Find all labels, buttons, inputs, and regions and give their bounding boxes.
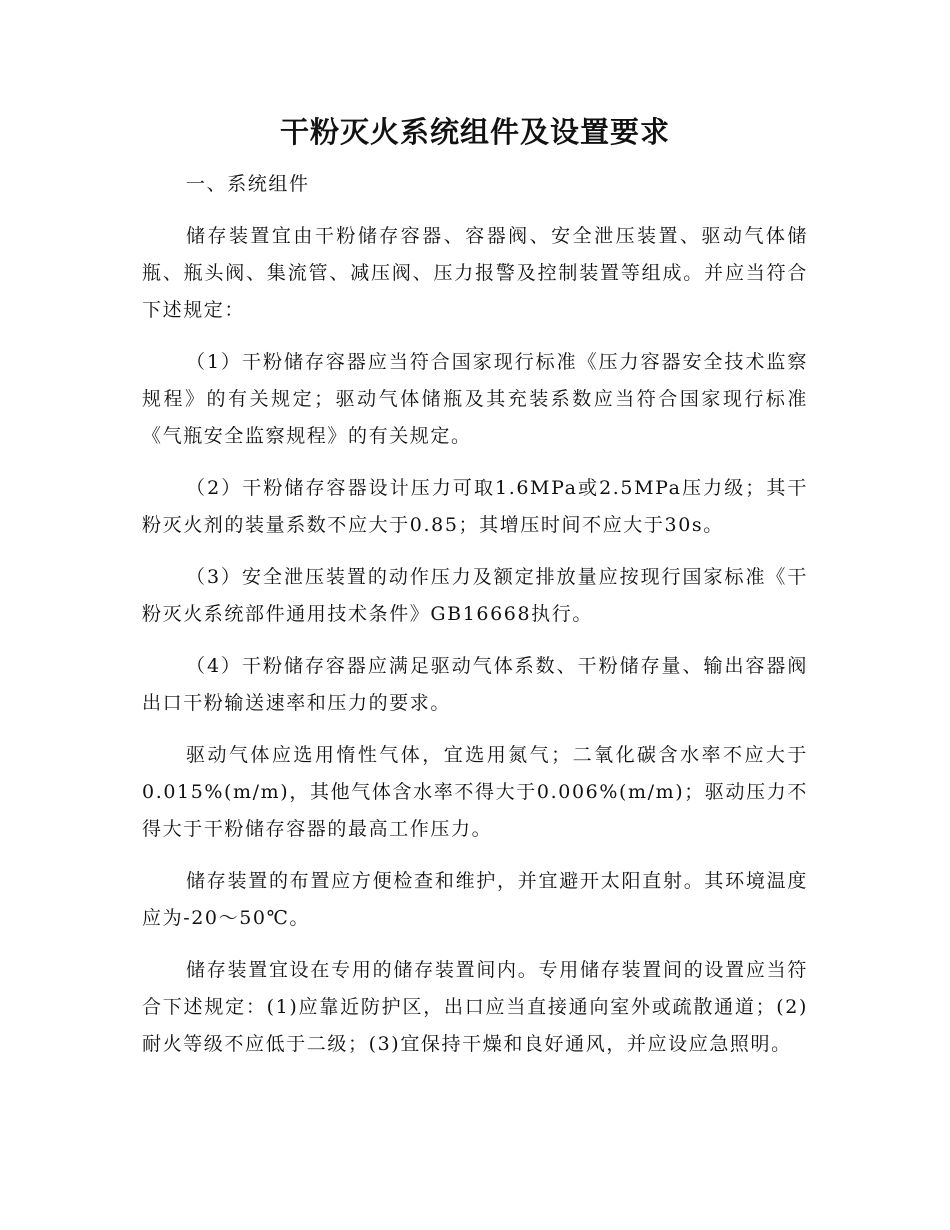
document-title: 干粉灭火系统组件及设置要求: [279, 115, 670, 149]
paragraph: 储存装置宜设在专用的储存装置间内。专用储存装置间的设置应当符合下述规定：(1)应靠近防护区，出口应当直接通向室外或疏散通道；(2)耐火等级不应低于二级；(3)宜保持干燥和良好通风，并应设应急照明。: [142, 959, 808, 1055]
section-heading: 一、系统组件: [186, 173, 310, 195]
paragraph: （4）干粉储存容器应满足驱动气体系数、干粉储存量、输出容器阀出口干粉输送速率和压力的要求。: [142, 655, 808, 714]
paragraph: 储存装置宜由干粉储存容器、容器阀、安全泄压装置、驱动气体储瓶、瓶头阀、集流管、减压阀、压力报警及控制装置等组成。并应当符合下述规定：: [142, 225, 808, 321]
paragraph: 驱动气体应选用惰性气体，宜选用氮气；二氧化碳含水率不应大于0.015%(m/m)，其他气体含水率不得大于0.006%(m/m)；驱动压力不得大于干粉储存容器的最高工作压力。: [142, 744, 808, 840]
paragraph: （2）干粉储存容器设计压力可取1.6MPa或2.5MPa压力级；其干粉灭火剂的装量系数不应大于0.85；其增压时间不应大于30s。: [142, 477, 808, 536]
document-body: [142, 166, 808, 1077]
paragraph: （3）安全泄压装置的动作压力及额定排放量应按现行国家标准《干粉灭火系统部件通用技术条件》GB16668执行。: [142, 566, 808, 625]
paragraph: 储存装置的布置应方便检查和维护，并宜避开太阳直射。其环境温度应为-20～50℃。: [142, 870, 808, 929]
paragraph: （1）干粉储存容器应当符合国家现行标准《压力容器安全技术监察规程》的有关规定；驱动气体储瓶及其充装系数应当符合国家现行标准《气瓶安全监察规程》的有关规定。: [142, 351, 808, 447]
